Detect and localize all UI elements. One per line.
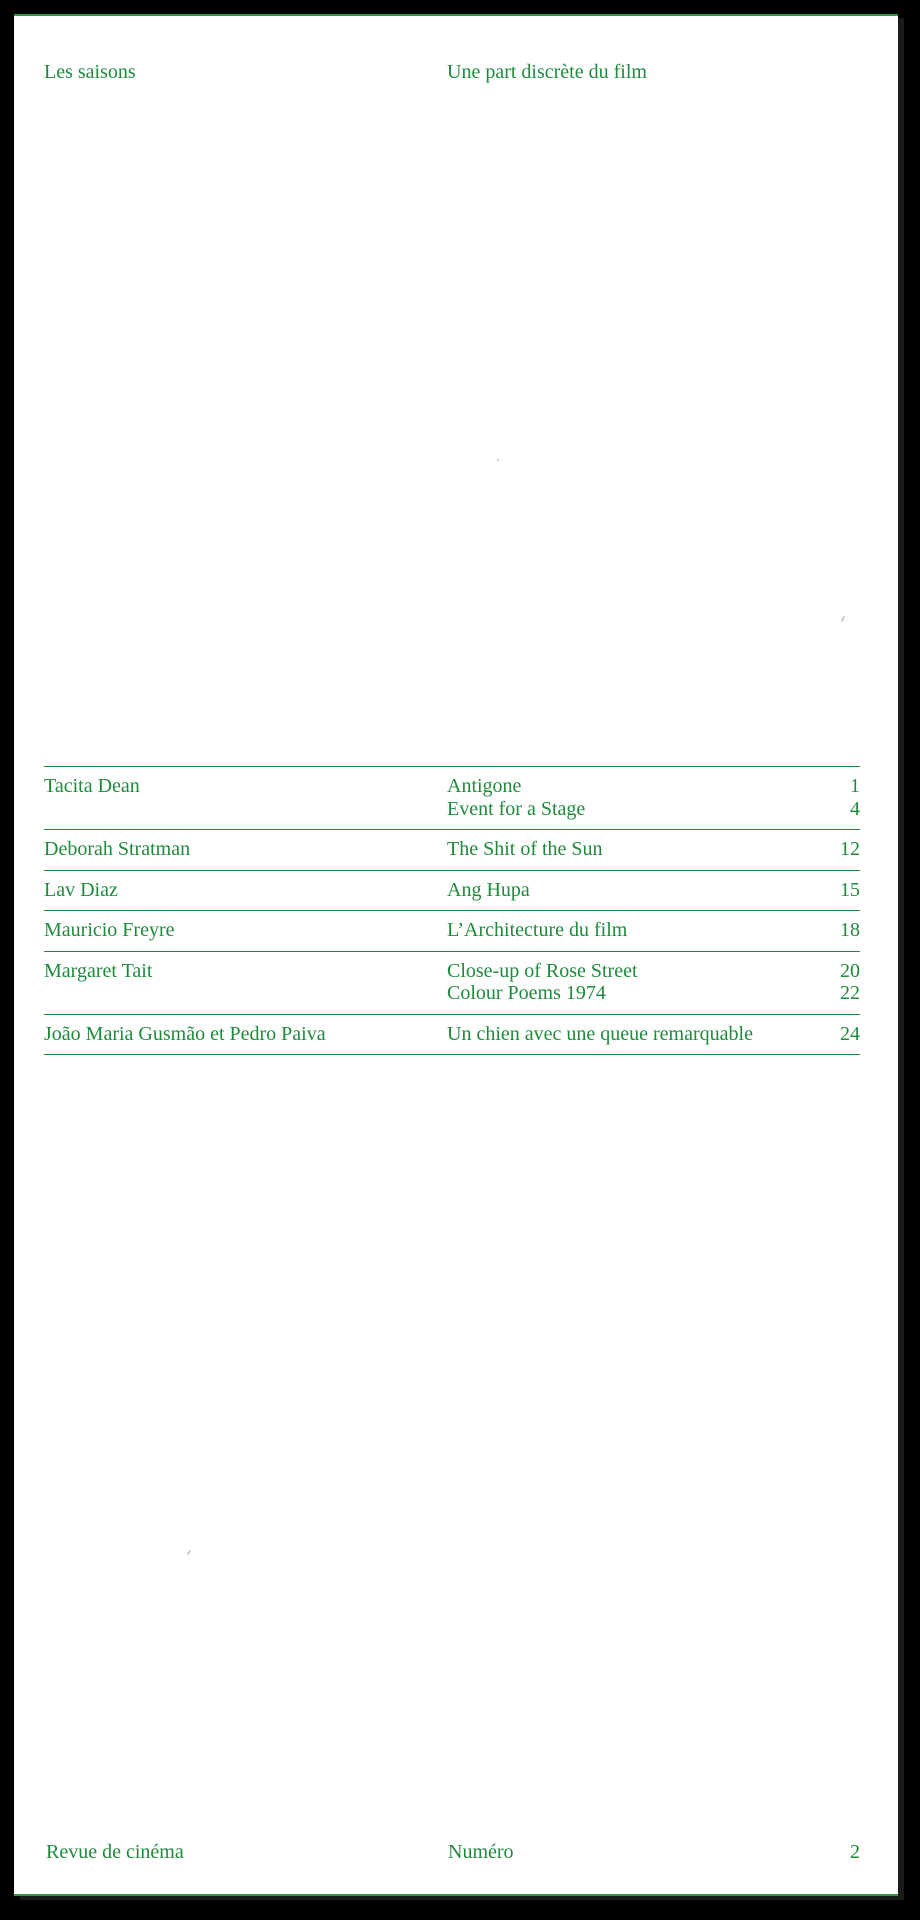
toc-pages — [800, 1023, 860, 1046]
issue-theme: Une part discrète du film — [447, 61, 647, 83]
toc-page-number: 18 — [840, 919, 860, 941]
toc-page-number: 1 — [850, 775, 860, 797]
toc-author: Tacita Dean — [44, 775, 140, 797]
toc-author: Deborah Stratman — [44, 838, 191, 860]
bottom-edge-line — [14, 1894, 898, 1896]
series-title: Les saisons — [44, 61, 136, 83]
toc-row — [44, 871, 860, 912]
toc-title: Ang Hupa — [447, 878, 530, 901]
toc-page-number: 20 — [840, 959, 860, 982]
toc-pages — [800, 960, 860, 1005]
toc-pages — [800, 838, 860, 861]
toc-row — [44, 767, 860, 830]
toc-row — [44, 1015, 860, 1056]
issue-label: Numéro — [448, 1841, 514, 1863]
toc-page-number: 22 — [840, 982, 860, 1004]
toc-author: Margaret Tait — [44, 959, 153, 982]
toc-titles — [447, 919, 800, 942]
toc-titles — [447, 1023, 800, 1046]
toc-page-number: 4 — [850, 797, 860, 820]
toc-titles — [447, 775, 800, 820]
toc-pages — [800, 919, 860, 942]
publication-type: Revue de cinéma — [46, 1841, 184, 1863]
table-of-contents — [44, 766, 860, 1055]
paper-speck — [497, 459, 499, 461]
toc-page-number: 24 — [840, 1022, 860, 1045]
toc-page-number: 12 — [840, 838, 860, 860]
toc-page-number: 15 — [840, 878, 860, 901]
toc-author: João Maria Gusmão et Pedro Paiva — [44, 1022, 326, 1045]
toc-title: Event for a Stage — [447, 797, 586, 820]
toc-pages — [800, 879, 860, 902]
toc-title: The Shit of the Sun — [447, 838, 603, 860]
magazine-cover — [14, 14, 898, 1896]
toc-row — [44, 911, 860, 952]
toc-title: Antigone — [447, 775, 522, 797]
toc-author: Mauricio Freyre — [44, 919, 175, 941]
toc-titles — [447, 838, 800, 861]
toc-title: Un chien avec une queue remarquable — [447, 1022, 753, 1045]
toc-row — [44, 830, 860, 871]
toc-title: L’Architecture du film — [447, 919, 628, 941]
top-edge-line — [14, 14, 898, 16]
toc-author: Lav Diaz — [44, 878, 118, 901]
toc-pages — [800, 775, 860, 820]
paper-speck — [187, 1550, 192, 1555]
issue-number: 2 — [850, 1841, 860, 1863]
toc-row — [44, 952, 860, 1015]
paper-speck — [841, 616, 845, 622]
toc-title: Close-up of Rose Street — [447, 959, 638, 982]
toc-title: Colour Poems 1974 — [447, 982, 606, 1004]
toc-titles — [447, 879, 800, 902]
toc-titles — [447, 960, 800, 1005]
